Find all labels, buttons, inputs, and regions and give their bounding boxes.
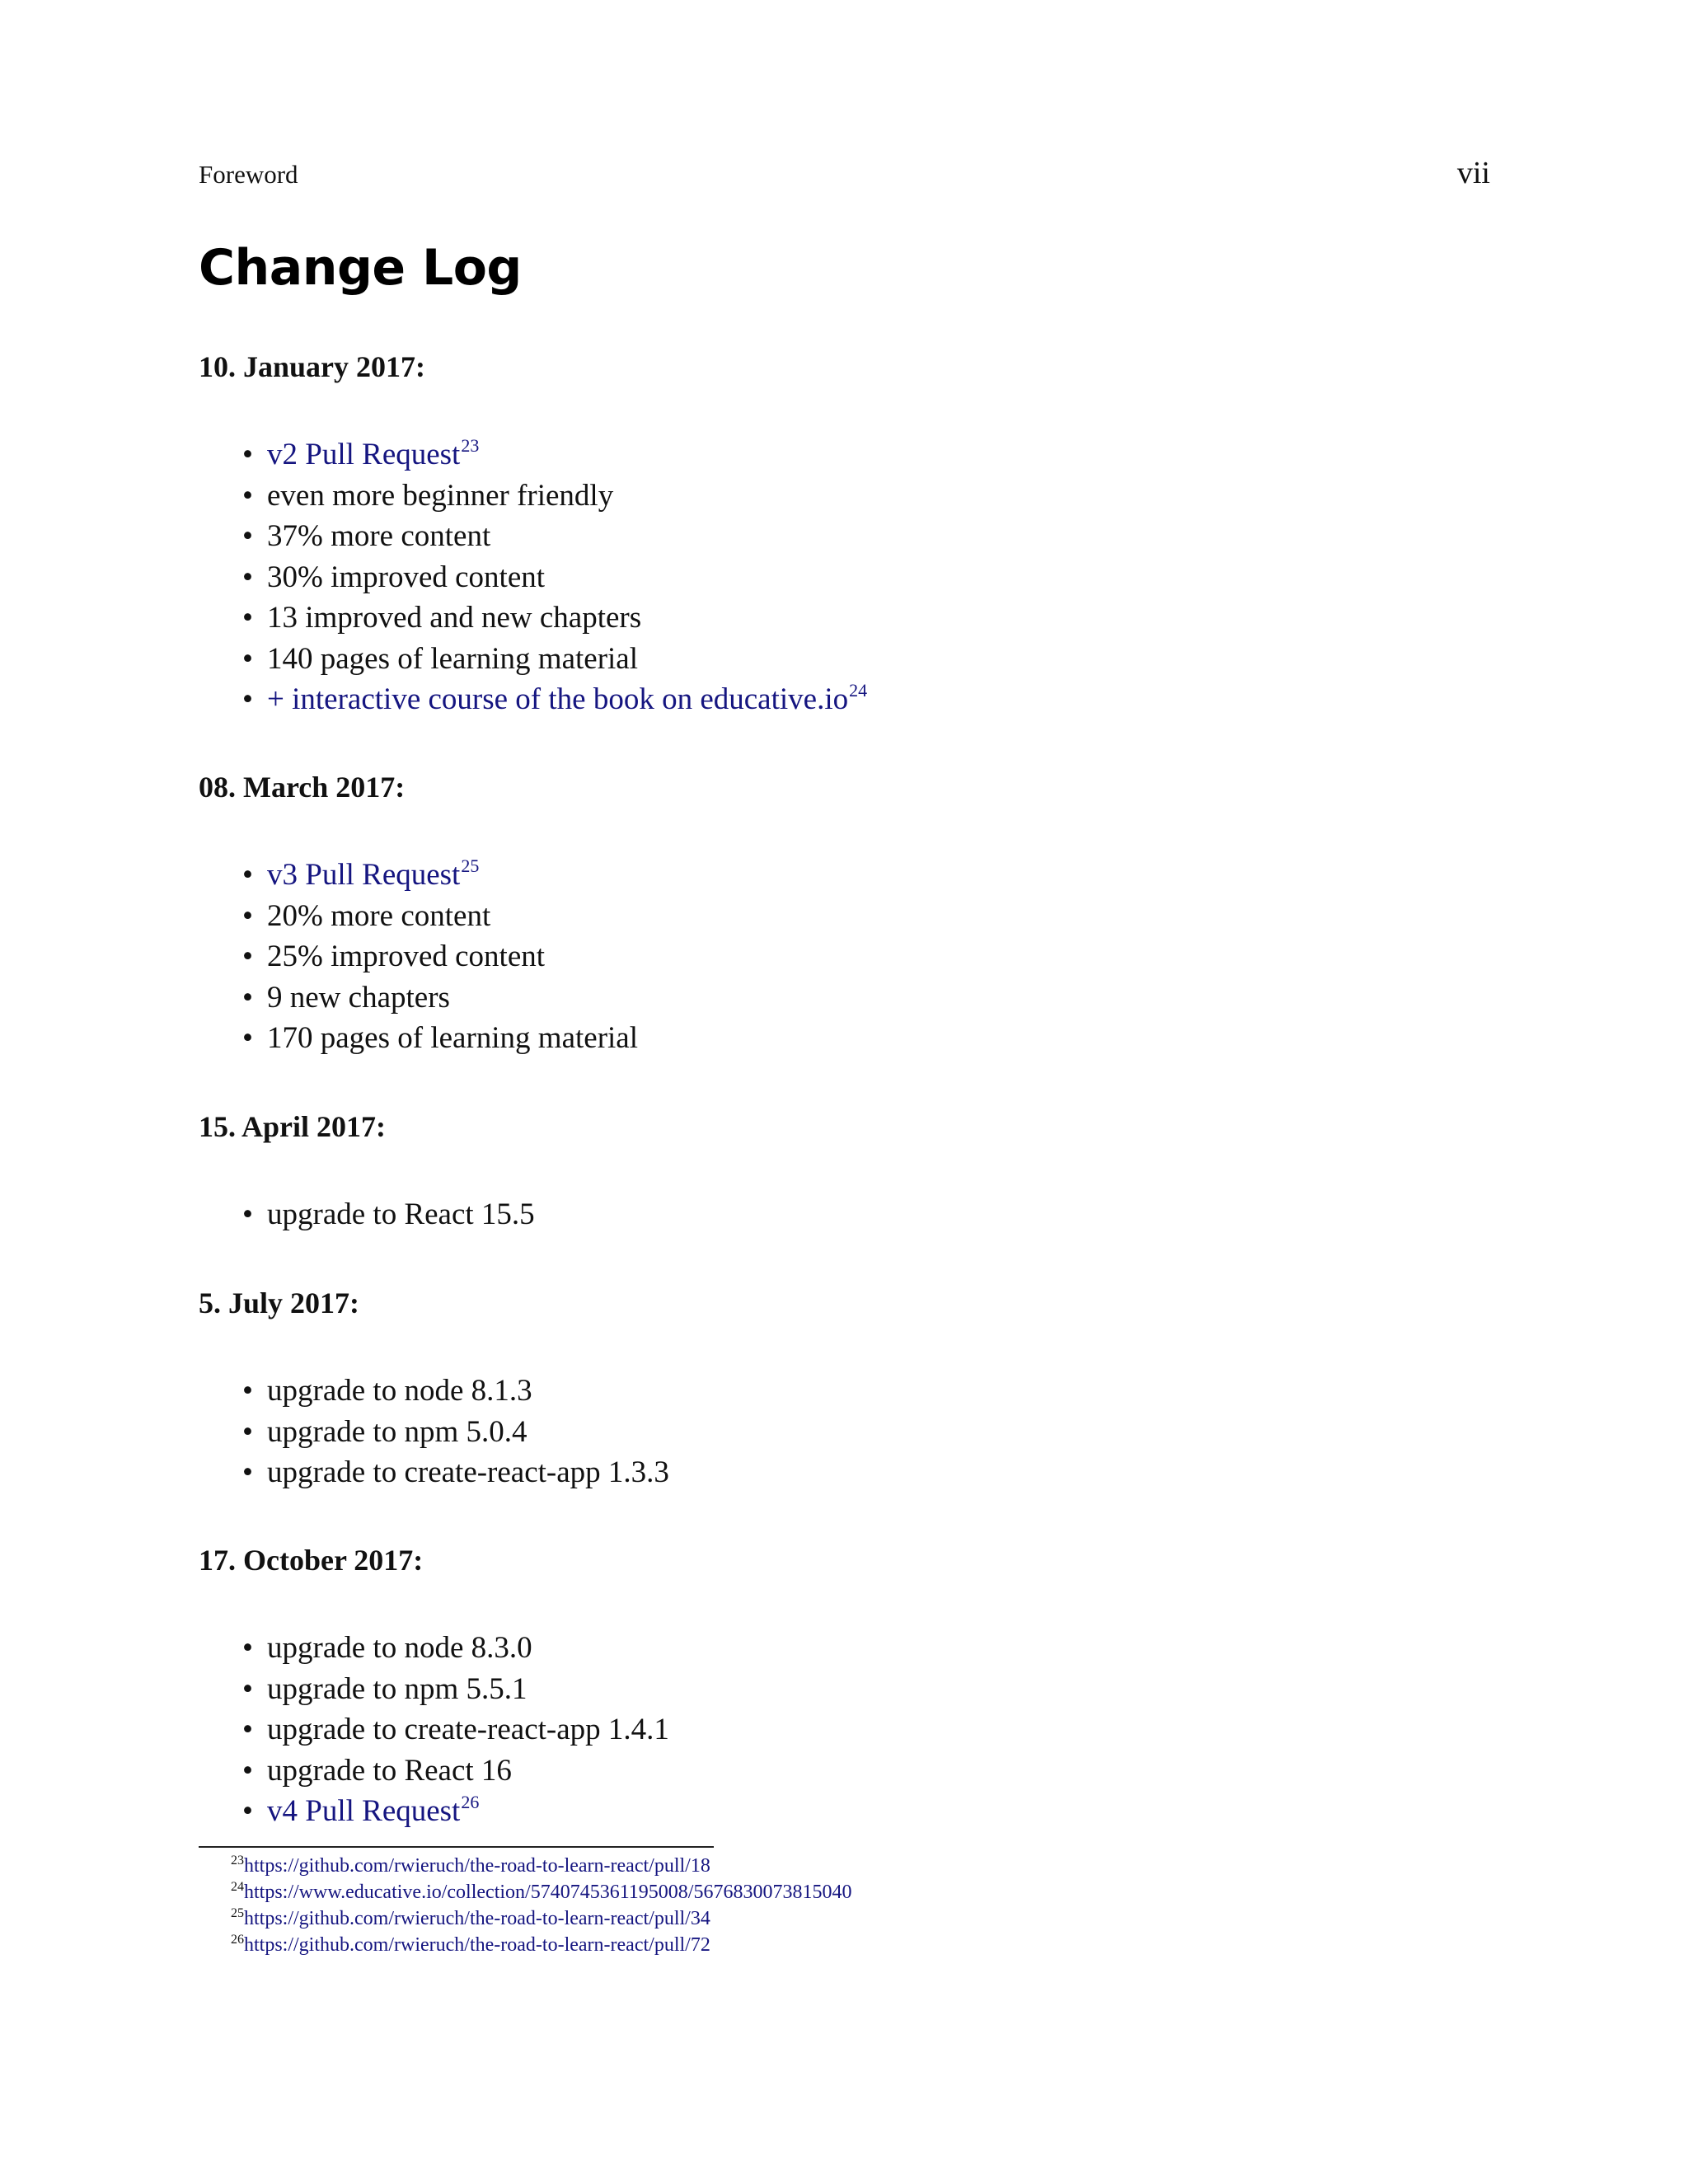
change-list [267, 1628, 669, 1832]
list-item: • 13 improved and new chapters [267, 598, 867, 639]
list-item: • 20% more content [267, 896, 638, 937]
list-item: • upgrade to create-react-app 1.3.3 [267, 1452, 669, 1493]
entry-date: 10. January 2017: [199, 350, 426, 383]
footnote-marker: 26 [461, 1792, 480, 1812]
pull-request-link[interactable]: v2 Pull Request$^{23}$ [267, 435, 480, 471]
page-number: vii [1456, 156, 1490, 190]
list-item: • 25% improved content [267, 936, 638, 977]
list-item: • upgrade to create-react-app 1.4.1 [267, 1709, 669, 1750]
entry-date: 08. March 2017: [199, 771, 406, 804]
list-item[interactable] [267, 679, 867, 720]
footnote-divider [199, 1846, 714, 1848]
list-item: • 37% more content [267, 516, 867, 557]
change-list [267, 1371, 669, 1493]
pull-request-link[interactable]: v4 Pull Request$^{26}$ [267, 1792, 480, 1828]
list-item: • 170 pages of learning material [267, 1018, 638, 1059]
footnote-url[interactable]: https://github.com/rwieruch/the-road-to-learn-react/pull/18 [244, 1855, 710, 1877]
page-title: Change Log [199, 239, 522, 297]
footnote[interactable] [231, 1853, 851, 1879]
educative-course-link[interactable]: + interactive course of the book on educative.io$^{24}$ [267, 680, 868, 716]
list-item[interactable] [267, 855, 638, 896]
entry-date: 5. July 2017: [199, 1286, 360, 1319]
footnote-number: 23 [231, 1854, 244, 1868]
footnote-url[interactable]: https://www.educative.io/collection/5740745361195008/5676830073815040 [244, 1882, 852, 1903]
list-item[interactable] [267, 1791, 669, 1832]
list-item: • upgrade to React 15.5 [267, 1194, 535, 1235]
footnote-marker: 23 [461, 435, 480, 456]
running-header-section: Foreword [199, 160, 298, 189]
entry-date: 17. October 2017: [199, 1544, 424, 1577]
entry-date: 15. April 2017: [199, 1110, 387, 1143]
footnote-marker: 24 [849, 680, 868, 701]
footnotes [231, 1853, 851, 1958]
change-list [267, 434, 867, 720]
footnote-number: 25 [231, 1906, 244, 1920]
footnote-url[interactable]: https://github.com/rwieruch/the-road-to-learn-react/pull/72 [244, 1934, 710, 1956]
list-item: • even more beginner friendly [267, 476, 867, 517]
list-item[interactable] [267, 434, 867, 476]
footnote-number: 26 [231, 1933, 244, 1947]
footnote[interactable] [231, 1905, 851, 1932]
list-item: • upgrade to npm 5.0.4 [267, 1412, 669, 1453]
change-list [267, 855, 638, 1059]
pull-request-link[interactable]: v3 Pull Request$^{25}$ [267, 855, 480, 892]
change-list [267, 1194, 535, 1235]
footnote[interactable] [231, 1932, 851, 1958]
footnote-number: 24 [231, 1880, 244, 1894]
list-item: • 140 pages of learning material [267, 639, 867, 680]
list-item: • 30% improved content [267, 557, 867, 598]
footnote-url[interactable]: https://github.com/rwieruch/the-road-to-learn-react/pull/34 [244, 1908, 710, 1929]
list-item: • upgrade to node 8.1.3 [267, 1371, 669, 1412]
running-header [199, 155, 1490, 196]
footnote[interactable] [231, 1879, 851, 1905]
footnote-marker: 25 [461, 855, 480, 876]
list-item: • upgrade to npm 5.5.1 [267, 1669, 669, 1710]
list-item: • upgrade to node 8.3.0 [267, 1628, 669, 1669]
list-item: • 9 new chapters [267, 977, 638, 1019]
list-item: • upgrade to React 16 [267, 1750, 669, 1792]
